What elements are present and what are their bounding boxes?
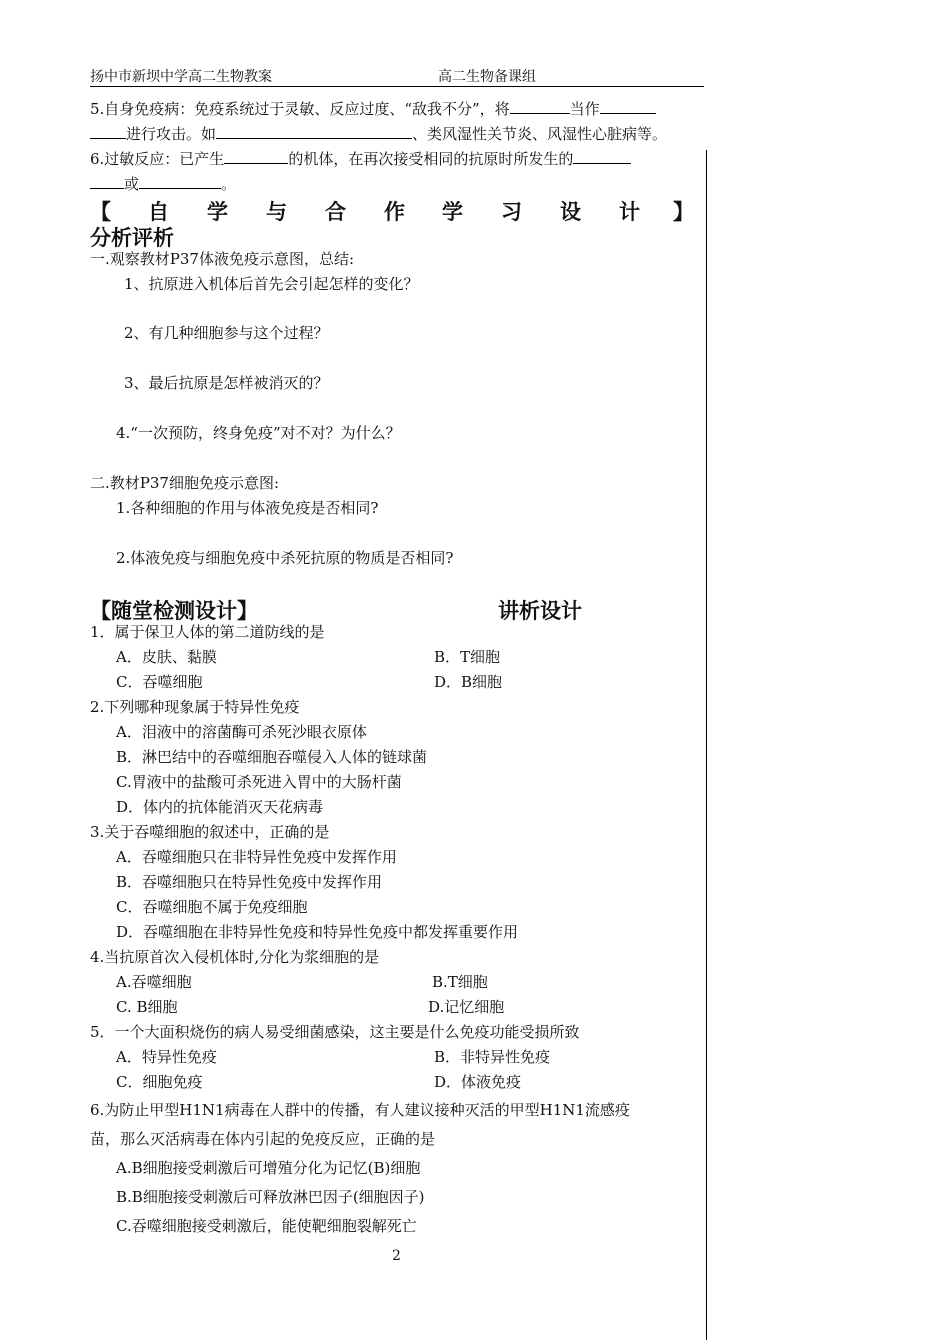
intro-q6-line2 — [90, 173, 236, 195]
option: D．体内的抗体能消灭天花病毒 — [116, 798, 324, 816]
q5-text-b: 当作 — [569, 100, 600, 118]
part1-item: 4.“一次预防，终身免疫”对不对？为什么？ — [116, 424, 401, 442]
part1-item: 1、抗原进入机体后首先会引起怎样的变化？ — [124, 275, 419, 293]
blank-q5-2 — [600, 99, 656, 114]
banner-char: 与 — [266, 199, 287, 224]
part2-title: 二.教材P37细胞免疫示意图: — [90, 474, 280, 492]
header-school: 扬中市新坝中学高二生物教案 — [90, 69, 272, 85]
page-number: 2 — [392, 1248, 401, 1264]
question-stem: 5．一个大面积烧伤的病人易受细菌感染，这主要是什么免疫功能受损所致 — [90, 1023, 580, 1041]
banner-char: 习 — [501, 199, 522, 224]
banner-char: 设 — [560, 199, 581, 224]
option: C.胃液中的盐酸可杀死进入胃中的大肠杆菌 — [116, 773, 402, 791]
option: D．B细胞 — [434, 673, 503, 691]
q5-text-d: 、类风湿性关节炎、风湿性心脏病等。 — [412, 125, 668, 143]
banner-char: 作 — [384, 199, 405, 224]
q6-text-c: 或 — [124, 175, 140, 193]
option: B.B细胞接受刺激后可释放淋巴因子(细胞因子) — [116, 1188, 425, 1206]
option: B．T细胞 — [434, 648, 501, 666]
blank-q6-3 — [90, 174, 124, 189]
q6-text-a: 6.过敏反应：已产生 — [90, 150, 225, 168]
banner-char: 】 — [673, 199, 694, 224]
page-header — [90, 64, 704, 87]
option: A．皮肤、黏膜 — [116, 648, 217, 666]
option: C.吞噬细胞接受刺激后，能使靶细胞裂解死亡 — [116, 1217, 417, 1235]
q5-text-a: 5.自身免疫病：免疫系统过于灵敏、反应过度、“敌我不分”，将 — [90, 100, 510, 118]
option: B．非特异性免疫 — [434, 1048, 551, 1066]
intro-q6-line1 — [90, 148, 631, 170]
question-stem: 3.关于吞噬细胞的叙述中，正确的是 — [90, 823, 330, 841]
blank-q5-1 — [510, 99, 570, 114]
banner-char: 【 — [90, 199, 111, 224]
option: A．泪液中的溶菌酶可杀死沙眼衣原体 — [116, 723, 367, 741]
section-title-quiz: 【随堂检测设计】 — [90, 598, 258, 623]
question-stem: 2.下列哪种现象属于特异性免疫 — [90, 698, 300, 716]
header-group: 高二生物备课组 — [438, 69, 536, 85]
question-stem-continued: 苗，那么灭活病毒在体内引起的免疫反应，正确的是 — [90, 1130, 436, 1148]
banner-char: 学 — [442, 199, 463, 224]
part1-item: 2、有几种细胞参与这个过程？ — [124, 324, 329, 342]
subtitle-analysis: 分析评析 — [90, 225, 174, 250]
blank-q6-4 — [139, 174, 221, 189]
option: C．细胞免疫 — [116, 1073, 203, 1091]
blank-q5-4 — [216, 124, 412, 139]
intro-q5-line1 — [90, 98, 656, 120]
part1-title: 一.观察教材P37体液免疫示意图，总结: — [90, 250, 355, 268]
blank-q5-3 — [90, 124, 126, 139]
option: C．吞噬细胞 — [116, 673, 203, 691]
question-stem: 1．属于保卫人体的第二道防线的是 — [90, 623, 325, 641]
blank-q6-2 — [573, 149, 631, 164]
part2-item: 2.体液免疫与细胞免疫中杀死抗原的物质是否相同? — [116, 549, 454, 567]
option: B.T细胞 — [432, 973, 488, 991]
option: D．吞噬细胞在非特异性免疫和特异性免疫中都发挥重要作用 — [116, 923, 519, 941]
part1-item: 3、最后抗原是怎样被消灭的？ — [124, 374, 329, 392]
option: C. B细胞 — [116, 998, 178, 1016]
option: A．吞噬细胞只在非特异性免疫中发挥作用 — [116, 848, 397, 866]
banner-char: 计 — [619, 199, 640, 224]
option: A．特异性免疫 — [116, 1048, 217, 1066]
option: A.吞噬细胞 — [116, 973, 192, 991]
option: B．吞噬细胞只在特异性免疫中发挥作用 — [116, 873, 383, 891]
part2-item: 1.各种细胞的作用与体液免疫是否相同? — [116, 499, 379, 517]
intro-q5-line2 — [90, 123, 667, 145]
question-stem: 4.当抗原首次入侵机体时,分化为浆细胞的是 — [90, 948, 380, 966]
banner-char: 自 — [148, 199, 169, 224]
question-stem: 6.为防止甲型H1N1病毒在人群中的传播，有人建议接种灭活的甲型H1N1流感疫 — [90, 1101, 630, 1119]
banner-char: 合 — [325, 199, 346, 224]
q5-text-c: 进行攻击。如 — [126, 125, 217, 143]
option: D.记忆细胞 — [428, 998, 505, 1016]
option: D．体液免疫 — [434, 1073, 522, 1091]
q6-text-b: 的机体，在再次接受相同的抗原时所发生的 — [288, 150, 574, 168]
option: C．吞噬细胞不属于免疫细胞 — [116, 898, 308, 916]
blank-q6-1 — [224, 149, 288, 164]
banner-char: 学 — [207, 199, 228, 224]
option: B．淋巴结中的吞噬细胞吞噬侵入人体的链球菌 — [116, 748, 428, 766]
q6-text-d: 。 — [221, 175, 237, 193]
margin-divider — [706, 150, 707, 1340]
section-title-explanation: 讲析设计 — [498, 598, 582, 623]
option: A.B细胞接受刺激后可增殖分化为记忆(B)细胞 — [116, 1159, 421, 1177]
